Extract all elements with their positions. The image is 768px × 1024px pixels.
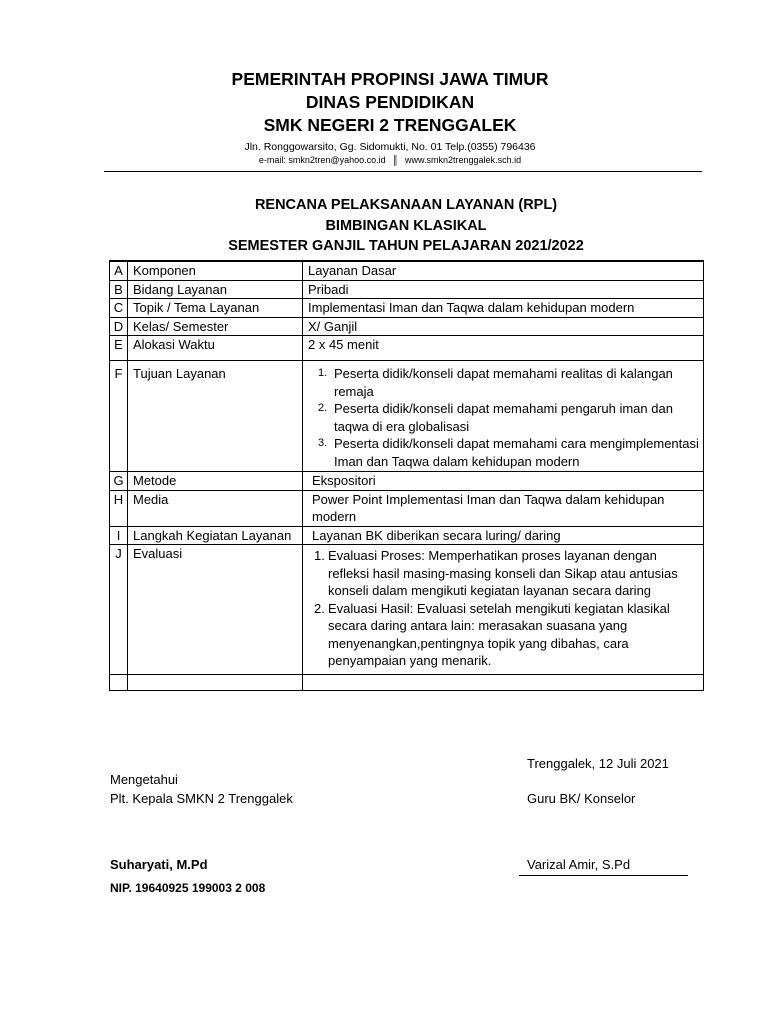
row-value: 2 x 45 menit (303, 336, 704, 361)
title-line-3: SEMESTER GANJIL TAHUN PELAJARAN 2021/2022 (228, 238, 584, 254)
row-label: Topik / Tema Layanan (128, 299, 303, 318)
table-row (110, 361, 704, 472)
letterhead-divider (104, 171, 702, 172)
empty-cell (303, 674, 704, 690)
evaluation-list (308, 545, 700, 674)
table-row (110, 526, 704, 545)
row-value-list (303, 361, 704, 472)
list-item: Evaluasi Hasil: Evaluasi setelah mengikuti kegiatan klasikal secara daring antara lain: merasakan suasana yang menyenangkan,pentingnya topik yang dibahas, cara penyampaian yang menarik. (328, 600, 670, 668)
row-label: Kelas/ Semester (128, 317, 303, 336)
row-value: Layanan Dasar (303, 261, 704, 280)
row-code: A (110, 261, 128, 280)
row-code: E (110, 336, 128, 361)
rpl-table (109, 260, 704, 691)
left-signatory-name: Suharyati, M.Pd (110, 857, 208, 872)
empty-cell (128, 674, 303, 690)
row-label: Komponen (128, 261, 303, 280)
letterhead-separator: ║ (392, 155, 399, 165)
title-line-1: RENCANA PELAKSANAAN LAYANAN (RPL) (254, 197, 558, 213)
row-value-list (303, 545, 704, 675)
row-code: H (110, 490, 128, 526)
row-label: Media (128, 490, 303, 526)
row-value: Implementasi Iman dan Taqwa dalam kehidupan modern (303, 299, 704, 318)
place-date: Trenggalek, 12 Juli 2021 (527, 756, 669, 771)
table-row (110, 545, 704, 675)
list-item: Peserta didik/konseli dapat memahami cara mengimplementasi Iman dan Taqwa dalam kehidupan modern (334, 436, 699, 469)
letterhead-government: PEMERINTAH PROPINSI JAWA TIMUR (231, 69, 549, 89)
row-code: D (110, 317, 128, 336)
table-row (110, 280, 704, 299)
row-label: Metode (128, 472, 303, 491)
left-caption-position: Plt. Kepala SMKN 2 Trenggalek (110, 791, 293, 806)
row-code: J (110, 545, 128, 675)
table-row (110, 336, 704, 361)
letterhead-department: DINAS PENDIDIKAN (305, 92, 475, 112)
row-value: Power Point Implementasi Iman dan Taqwa dalam kehidupan modern (303, 490, 704, 526)
table-row-empty (110, 674, 704, 690)
table-row (110, 317, 704, 336)
table-row (110, 490, 704, 526)
row-value: Ekspositori (303, 472, 704, 491)
letterhead-website: www.smkn2trenggalek.sch.id (405, 155, 522, 165)
title-line-2: BIMBINGAN KLASIKAL (325, 217, 487, 234)
list-item: Evaluasi Proses: Memperhatikan proses layanan dengan refleksi hasil masing-masing konseli dan Sikap atau antusias konseli dalam mengikuti kegiatan layanan secara daring (328, 548, 678, 598)
row-code: G (110, 472, 128, 491)
table-row (110, 472, 704, 491)
right-caption-position: Guru BK/ Konselor (527, 791, 636, 806)
row-label: Evaluasi (128, 545, 303, 675)
row-code: I (110, 526, 128, 545)
table-row (110, 261, 704, 280)
letterhead (110, 68, 670, 166)
left-caption-acknowledge: Mengetahui (110, 772, 178, 787)
row-value: X/ Ganjil (303, 317, 704, 336)
row-value: Layanan BK diberikan secara luring/ daring (303, 526, 704, 545)
objectives-list (308, 361, 700, 471)
empty-cell (110, 674, 128, 690)
row-code: C (110, 299, 128, 318)
letterhead-school: SMK NEGERI 2 TRENGGALEK (263, 115, 517, 135)
letterhead-address: Jln. Ronggowarsito, Gg. Sidomukti, No. 01 Telp.(0355) 796436 (244, 141, 536, 153)
row-code: F (110, 361, 128, 472)
row-label: Tujuan Layanan (128, 361, 303, 472)
document-title (110, 195, 702, 257)
row-value: Pribadi (303, 280, 704, 299)
letterhead-email: e-mail: smkn2tren@yahoo.co.id (258, 155, 386, 165)
row-label: Langkah Kegiatan Layanan (128, 526, 303, 545)
list-item: Peserta didik/konseli dapat memahami realitas di kalangan remaja (334, 366, 673, 399)
table-row (110, 299, 704, 318)
row-code: B (110, 280, 128, 299)
left-signatory-nip: NIP. 19640925 199003 2 008 (110, 881, 266, 895)
right-signatory-name: Varizal Amir, S.Pd (527, 857, 631, 872)
signature-underline (519, 875, 688, 876)
letterhead-contact (110, 154, 670, 166)
list-item: Peserta didik/konseli dapat memahami pengaruh iman dan taqwa di era globalisasi (334, 401, 673, 434)
row-label: Bidang Layanan (128, 280, 303, 299)
row-label: Alokasi Waktu (128, 336, 303, 361)
